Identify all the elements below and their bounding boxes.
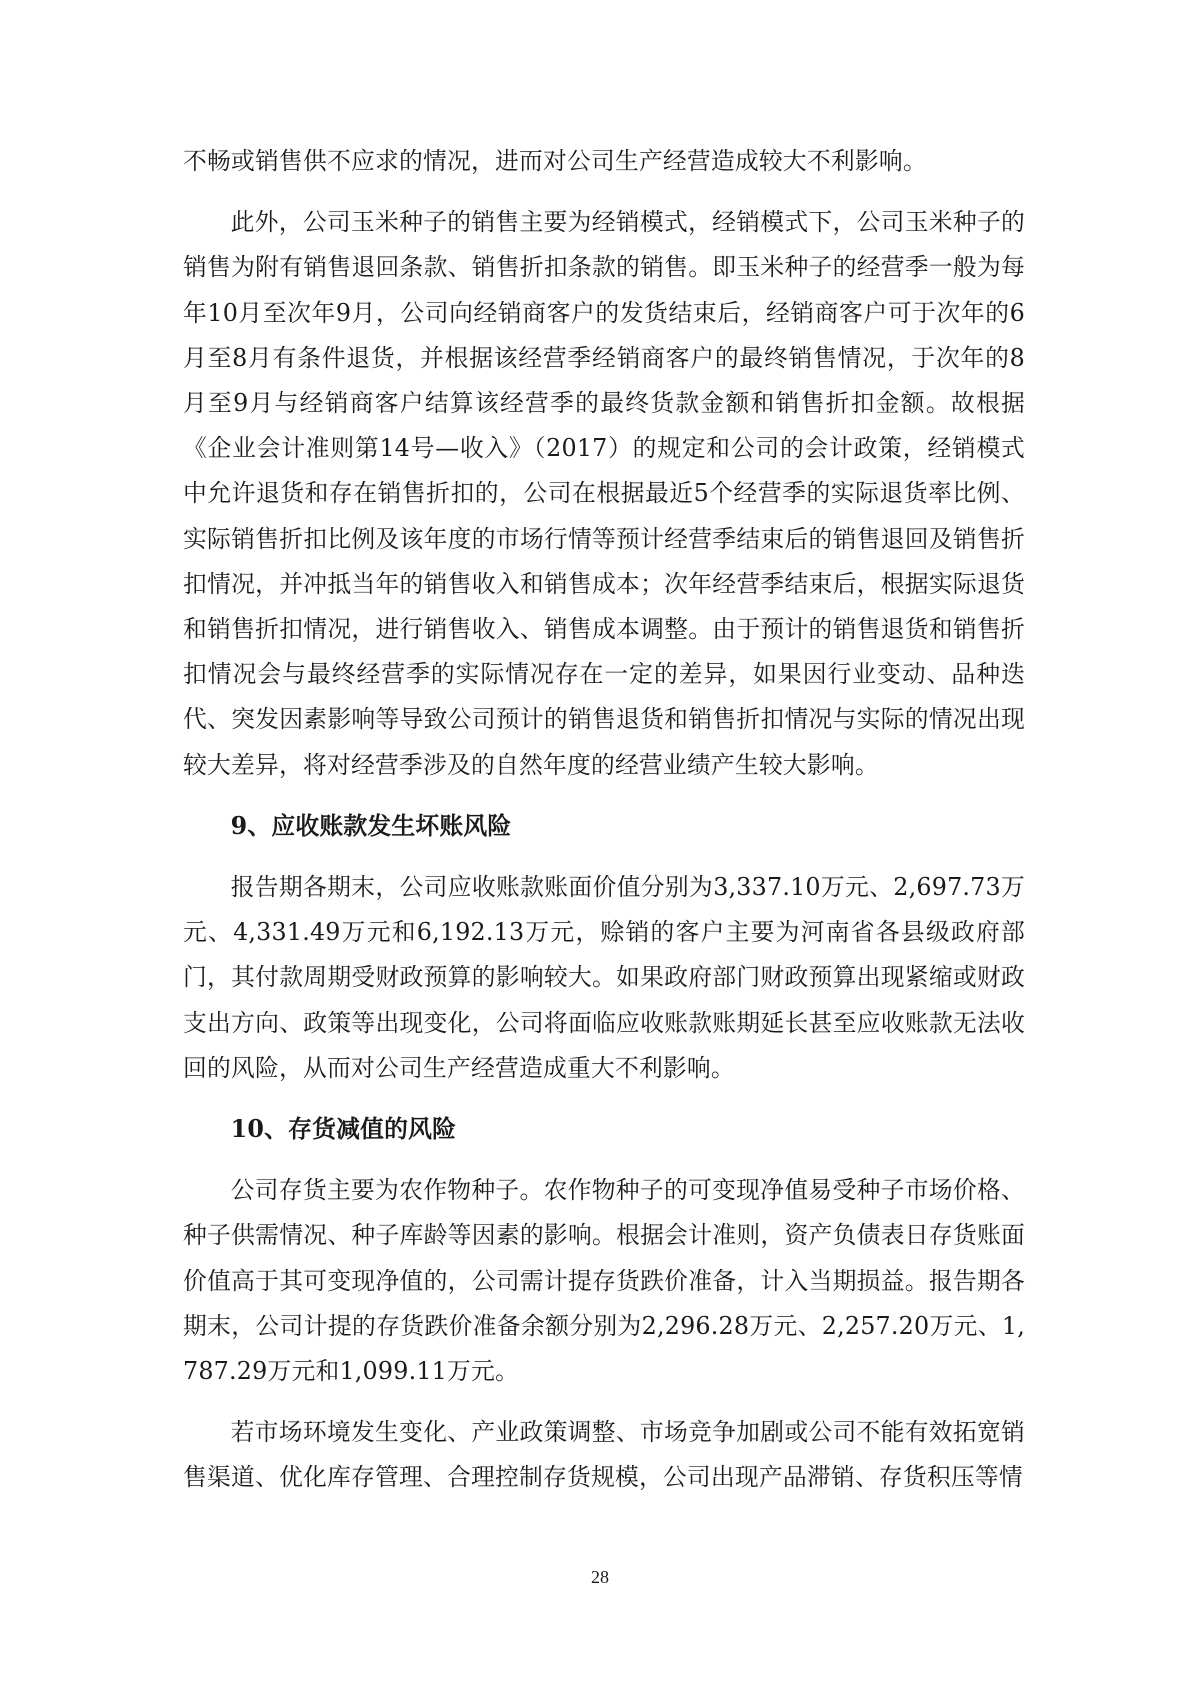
section-heading-inventory-risk: 10、存货减值的风险 (230, 1115, 457, 1144)
paragraph-market-change: 若市场环境发生变化、产业政策调整、市场竞争加剧或公司不能有效拓宽销售渠道、优化库存管理、合理控制存货规模，公司出现产品滞销、存货积压等情 (183, 1418, 1025, 1492)
page-body (183, 139, 1025, 1501)
page-number: 28 (591, 1567, 609, 1587)
paragraph-inventory: 公司存货主要为农作物种子。农作物种子的可变现净值易受种子市场价格、种子供需情况、种子库龄等因素的影响。根据会计准则，资产负债表日存货账面价值高于其可变现净值的，公司需计提存货跌价准备，计入当期损益。报告期各期末，公司计提的存货跌价准备余额分别为2,296.28万元、2,257.20万元、1,787.29万元和1,099.11万元。 (183, 1176, 1025, 1386)
section-heading-receivables-risk: 9、应收账款发生坏账风险 (230, 811, 512, 840)
paragraph-receivables: 报告期各期末，公司应收账款账面价值分别为3,337.10万元、2,697.73万元、4,331.49万元和6,192.13万元，赊销的客户主要为河南省各县级政府部门，其付款周期受财政预算的影响较大。如果政府部门财政预算出现紧缩或财政支出方向、政策等出现变化，公司将面临应收账款账期延长甚至应收账款无法收回的风险，从而对公司生产经营造成重大不利影响。 (183, 873, 1025, 1082)
paragraph-sales-model: 此外，公司玉米种子的销售主要为经销模式，经销模式下，公司玉米种子的销售为附有销售退回条款、销售折扣条款的销售。即玉米种子的经营季一般为每年10月至次年9月，公司向经销商客户的发货结束后，经销商客户可于次年的6月至8月有条件退货，并根据该经营季经销商客户的最终销售情况，于次年的8月至9月与经销商客户结算该经营季的最终货款金额和销售折扣金额。故根据《企业会计准则第14号—收入》（2017）的规定和公司的会计政策，经销模式中允许退货和存在销售折扣的，公司在根据最近5个经营季的实际退货率比例、实际销售折扣比例及该年度的市场行情等预计经营季结束后的销售退回及销售折扣情况，并冲抵当年的销售收入和销售成本；次年经营季结束后，根据实际退货和销售折扣情况，进行销售收入、销售成本调整。由于预计的销售退货和销售折扣情况会与最终经营季的实际情况存在一定的差异，如果因行业变动、品种迭代、突发因素影响等导致公司预计的销售退货和销售折扣情况与实际的情况出现较大差异，将对经营季涉及的自然年度的经营业绩产生较大影响。 (183, 208, 1025, 779)
paragraph-continuation: 不畅或销售供不应求的情况，进而对公司生产经营造成较大不利影响。 (183, 147, 927, 175)
